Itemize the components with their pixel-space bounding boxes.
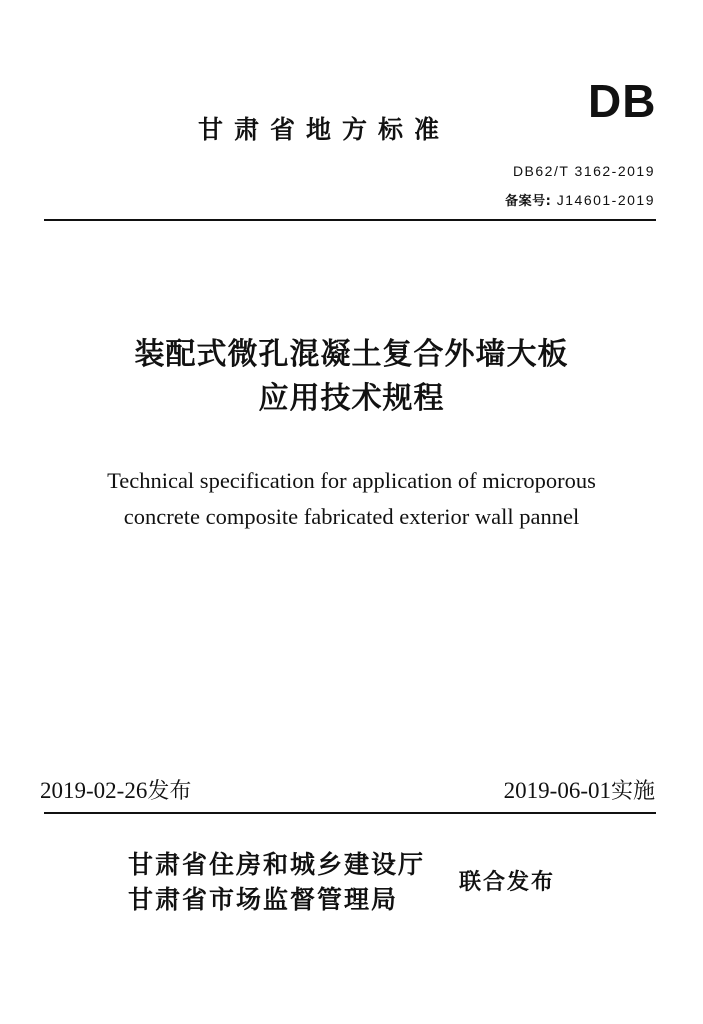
header-divider (44, 219, 656, 221)
record-label: 备案号: (505, 194, 552, 209)
standard-code: DB62/T 3162-2019 (512, 163, 655, 179)
record-number-line (505, 193, 655, 208)
release-label: 发布 (147, 779, 192, 804)
record-number: J14601-2019 (556, 192, 655, 208)
joint-release-label: 联合发布 (459, 870, 556, 895)
footer-divider (44, 812, 656, 814)
issuer-market-supervision: 甘肃省市场监督管理局 (128, 885, 399, 914)
title-chinese-line1: 装配式微孔混凝土复合外墙大板 (134, 337, 569, 372)
title-english-line1: Technical specification for application of microporous (107, 468, 596, 493)
standard-type: 甘肃省地方标准 (198, 115, 451, 144)
issuer-housing-department: 甘肃省住房和城乡建设厅 (128, 850, 426, 879)
release-date-value: 2019-02-26 (40, 778, 148, 803)
title-english-line2: concrete composite fabricated exterior wall pannel (123, 504, 580, 529)
db-logo: DB (588, 75, 657, 127)
release-date (40, 779, 191, 803)
effective-date (504, 779, 655, 803)
effective-date-value: 2019-06-01 (503, 778, 611, 803)
effective-label: 实施 (610, 779, 655, 804)
title-chinese-line2: 应用技术规程 (258, 381, 445, 416)
